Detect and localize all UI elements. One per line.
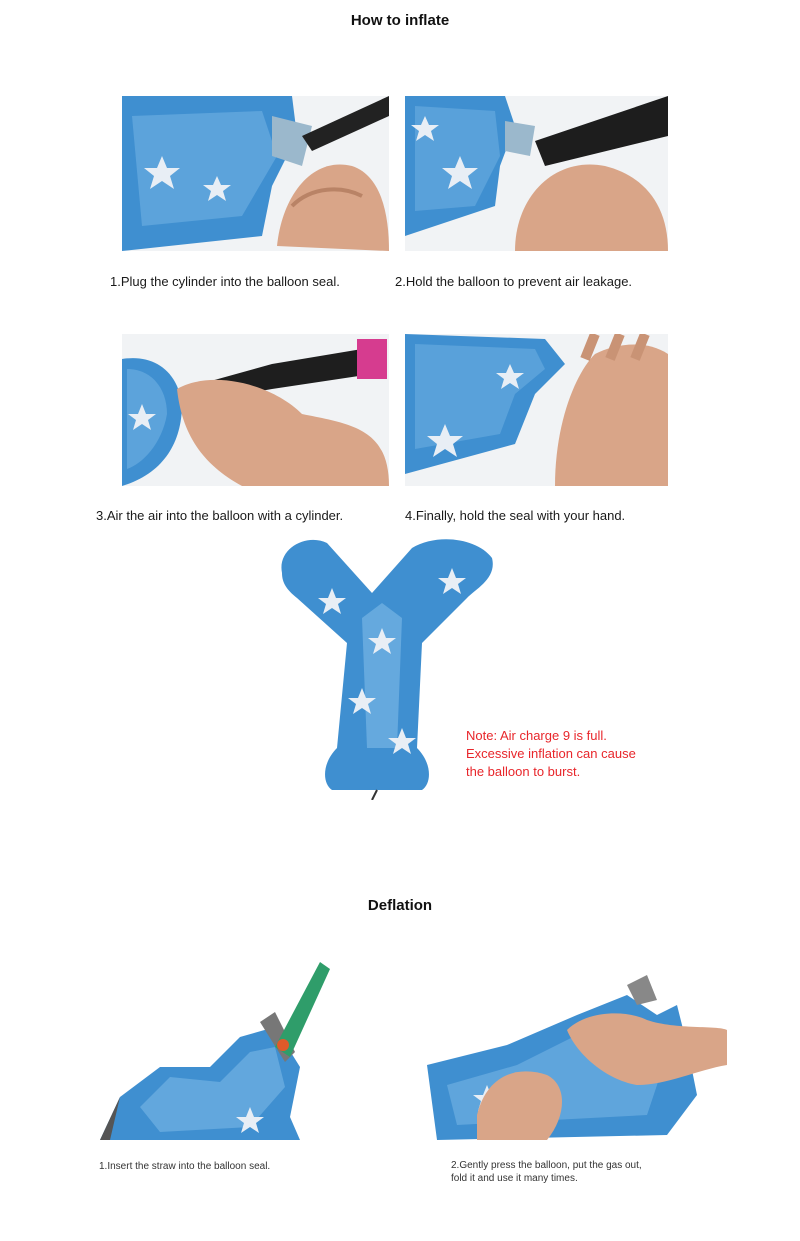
note-line-2: Excessive inflation can cause — [466, 746, 636, 761]
inflation-note — [466, 727, 636, 781]
step4-photo — [405, 334, 668, 486]
deflate-step1-caption — [99, 1160, 270, 1173]
deflate-step1-photo — [100, 957, 330, 1140]
deflate-step2-caption — [451, 1159, 642, 1185]
deflate-step1-line1: 1.Insert the straw into the balloon seal. — [99, 1161, 271, 1172]
inflate-title: How to inflate — [350, 12, 450, 29]
note-line-3: the balloon to burst. — [466, 764, 581, 779]
step1-photo — [122, 96, 389, 251]
step1-caption: 1.Plug the cylinder into the balloon seal. — [110, 274, 340, 289]
step4-caption: 4.Finally, hold the seal with your hand. — [405, 508, 626, 523]
note-line-1: Note: Air charge 9 is full. — [466, 728, 607, 743]
deflate-step2-line2: fold it and use it many times. — [451, 1173, 578, 1184]
deflation-title: Deflation — [367, 897, 433, 914]
step2-caption: 2.Hold the balloon to prevent air leakage. — [395, 274, 633, 289]
step2-photo — [405, 96, 668, 251]
step3-caption: 3.Air the air into the balloon with a cylinder. — [96, 508, 344, 523]
deflate-step2-photo — [427, 975, 727, 1140]
step3-photo — [122, 334, 389, 486]
deflate-step2-line1: 2.Gently press the balloon, put the gas out, — [451, 1160, 642, 1171]
